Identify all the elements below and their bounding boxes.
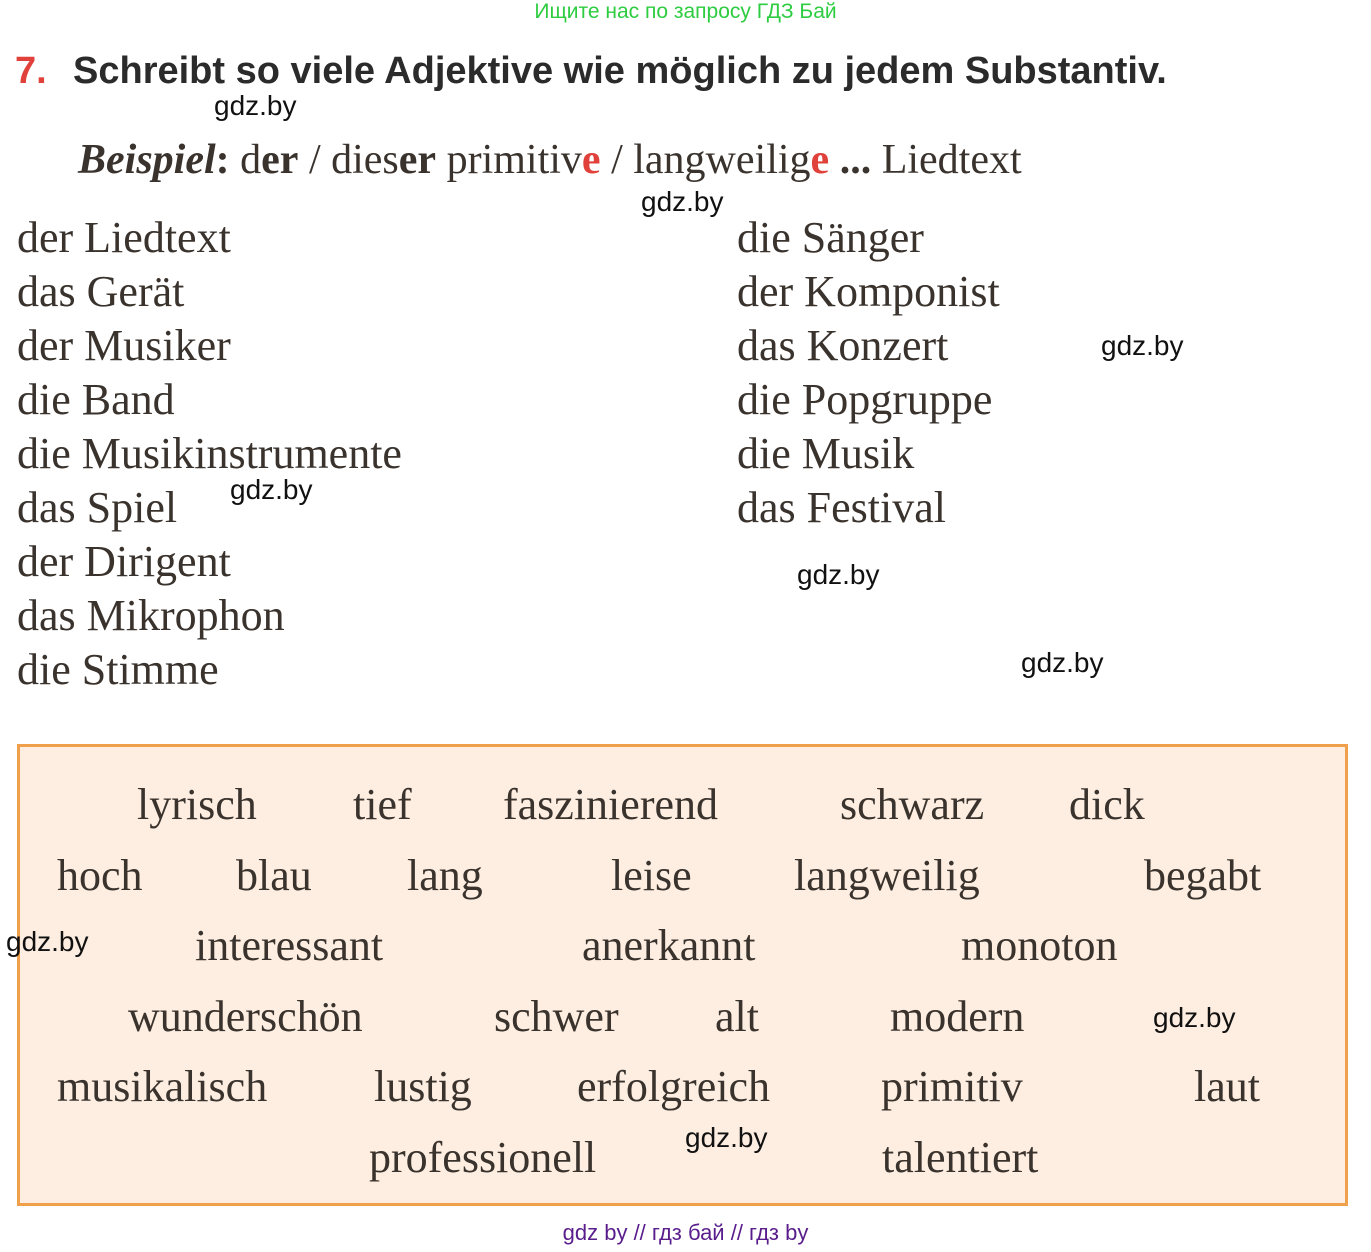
example-adjective-ending: e: [581, 137, 601, 183]
adjective-word: blau: [236, 851, 312, 900]
adjective-word: hoch: [57, 851, 143, 900]
noun-item: die Musikinstrumente: [17, 429, 402, 478]
adjective-word: interessant: [195, 921, 384, 970]
example-article-stem: d: [229, 137, 262, 183]
example-adjective-stem: langweilig: [633, 137, 811, 183]
example-demonstrative-stem: dies: [331, 137, 399, 183]
adjective-word: wunderschön: [128, 992, 363, 1041]
watermark: gdz.by: [1153, 1002, 1236, 1033]
watermark: gdz.by: [1021, 647, 1104, 678]
example-article-ending: er: [261, 137, 299, 183]
watermark: gdz.by: [685, 1122, 768, 1153]
noun-item: die Popgruppe: [737, 375, 993, 424]
example-separator: /: [600, 137, 634, 183]
task-instruction: Schreibt so viele Adjektive wie möglich zu jedem Substantiv.: [73, 50, 1167, 92]
noun-item: der Musiker: [17, 321, 231, 370]
adjective-word: lang: [407, 851, 483, 900]
noun-item: das Konzert: [737, 321, 949, 370]
watermark: gdz.by: [6, 926, 89, 957]
watermark: gdz.by: [1101, 330, 1184, 361]
noun-item: der Dirigent: [17, 537, 231, 586]
adjective-word: langweilig: [794, 851, 980, 900]
noun-item: das Gerät: [17, 267, 185, 316]
noun-item: der Komponist: [737, 267, 1000, 316]
adjective-word: tief: [353, 780, 412, 829]
noun-item: die Musik: [737, 429, 915, 478]
adjective-word: dick: [1069, 780, 1145, 829]
example-adjective-stem: primitiv: [436, 137, 582, 183]
adjective-word: professionell: [369, 1133, 597, 1182]
watermark: gdz.by: [797, 559, 880, 590]
adjective-word: leise: [611, 851, 692, 900]
example-line: [78, 136, 1022, 184]
adjective-word: modern: [890, 992, 1025, 1041]
noun-item: die Stimme: [17, 645, 219, 694]
noun-item: das Mikrophon: [17, 591, 285, 640]
noun-list-left: [17, 211, 402, 697]
noun-item: die Band: [17, 375, 175, 424]
noun-item: die Sänger: [737, 213, 924, 262]
footer-links: gdz by // гдз бай // гдз by: [562, 1220, 809, 1245]
adjective-word: lyrisch: [137, 780, 257, 829]
adjective-word: musikalisch: [57, 1062, 268, 1111]
example-demonstrative-ending: er: [398, 137, 437, 183]
adjective-word: erfolgreich: [577, 1062, 770, 1111]
noun-item: das Festival: [737, 483, 946, 532]
adjective-word: schwer: [494, 992, 619, 1041]
watermark: gdz.by: [214, 90, 297, 121]
adjective-word: lustig: [374, 1062, 472, 1111]
adjective-word: faszinierend: [503, 780, 718, 829]
adjective-word: laut: [1194, 1062, 1260, 1111]
adjective-word: talentiert: [882, 1133, 1039, 1182]
adjective-word: alt: [715, 992, 759, 1041]
watermark: gdz.by: [641, 186, 724, 217]
noun-item: das Spiel: [17, 483, 178, 532]
example-colon: :: [215, 137, 230, 183]
task-number: 7.: [15, 50, 47, 92]
watermark: gdz.by: [230, 474, 313, 505]
adjective-word: monoton: [961, 921, 1118, 970]
top-banner: Ищите нас по запросу ГДЗ Бай: [534, 0, 837, 23]
adjective-word: anerkannt: [582, 921, 756, 970]
adjective-word-box: [17, 744, 1348, 1206]
noun-item: der Liedtext: [17, 213, 231, 262]
example-separator: /: [298, 137, 332, 183]
example-noun: Liedtext: [871, 137, 1022, 183]
example-ellipsis: ...: [829, 137, 872, 183]
example-label: Beispiel: [78, 137, 216, 183]
noun-list-right: [737, 211, 1000, 535]
adjective-word: begabt: [1144, 851, 1262, 900]
adjective-word: schwarz: [840, 780, 985, 829]
adjective-word: primitiv: [881, 1062, 1023, 1111]
example-adjective-ending: e: [810, 137, 830, 183]
